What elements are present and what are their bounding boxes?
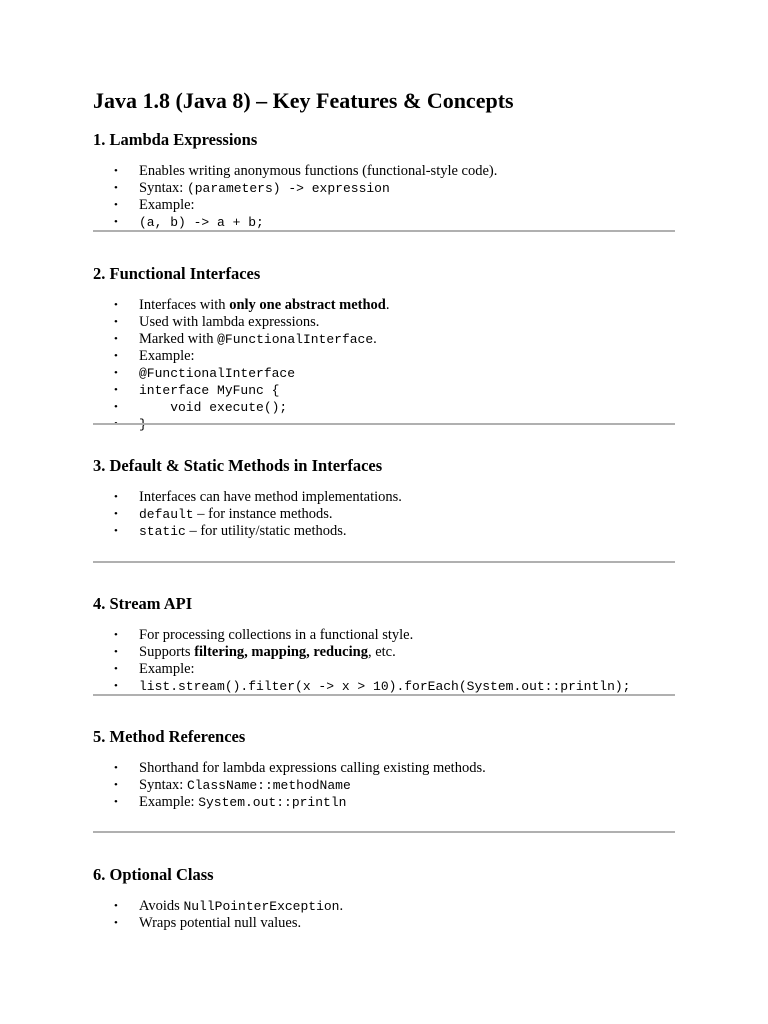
bullet-dot: •: [114, 299, 118, 311]
code-text: @FunctionalInterface: [139, 366, 296, 381]
bullet-list: [0, 898, 343, 932]
item-text: Syntax:: [139, 180, 187, 196]
item-text: – for instance methods.: [193, 506, 333, 522]
list-item: [0, 506, 402, 523]
item-text: Shorthand for lambda expressions calling existing methods.: [139, 760, 486, 776]
section-title: 4. Stream API: [93, 594, 193, 613]
bullet-dot: •: [114, 646, 118, 658]
bullet-dot: •: [114, 663, 118, 675]
list-item: [0, 794, 486, 811]
list-item: [0, 523, 402, 540]
code-text: void execute();: [139, 400, 288, 415]
section-divider: [93, 831, 675, 833]
bullet-dot: •: [114, 182, 118, 194]
item-text: Interfaces can have method implementations.: [139, 489, 402, 505]
bullet-list: [0, 297, 390, 433]
list-item: [0, 314, 390, 331]
item-text: Interfaces with: [139, 297, 230, 313]
bullet-list: [0, 627, 630, 695]
bullet-dot: •: [114, 401, 118, 413]
code-text: default: [139, 507, 194, 522]
item-text: .: [339, 898, 344, 914]
code-text: (a, b) -> a + b;: [139, 215, 264, 230]
item-text: .: [385, 297, 390, 313]
code-text: NullPointerException: [183, 899, 340, 914]
item-text: Supports: [139, 644, 195, 660]
section-title: 2. Functional Interfaces: [93, 264, 261, 283]
list-item: [0, 627, 630, 644]
list-item: [0, 644, 630, 661]
list-item: [0, 331, 390, 348]
list-item: [0, 915, 343, 932]
bullet-dot: •: [114, 384, 118, 396]
list-item: [0, 678, 630, 695]
section-title: 3. Default & Static Methods in Interfaces: [93, 456, 383, 475]
section-title: 6. Optional Class: [93, 865, 214, 884]
bullet-list: [0, 163, 497, 231]
section-divider: [93, 694, 675, 696]
bullet-dot: •: [114, 917, 118, 929]
bullet-dot: •: [114, 900, 118, 912]
bullet-list: [0, 489, 402, 540]
code-text: list.stream().filter(x -> x > 10).forEach(System.out::println);: [139, 679, 631, 694]
item-text: – for utility/static methods.: [185, 523, 347, 539]
bullet-dot: •: [114, 350, 118, 362]
item-text: , etc.: [367, 644, 396, 660]
list-item: [0, 365, 390, 382]
code-text: (parameters) -> expression: [186, 181, 390, 196]
list-item: [0, 382, 390, 399]
list-item: [0, 399, 390, 416]
list-item: [0, 180, 497, 197]
item-text: Example:: [139, 348, 195, 364]
list-item: [0, 489, 402, 506]
code-text: interface MyFunc {: [139, 383, 280, 398]
code-text: System.out::println: [198, 795, 347, 810]
list-item: [0, 297, 390, 314]
item-text: Wraps potential null values.: [139, 915, 302, 931]
bold-text: filtering, mapping, reducing: [194, 644, 368, 660]
item-text: .: [373, 331, 377, 347]
page-title: Java 1.8 (Java 8) – Key Features & Concepts: [93, 88, 514, 113]
list-item: [0, 760, 486, 777]
bullet-dot: •: [114, 525, 118, 537]
section-title: 5. Method References: [93, 727, 246, 746]
item-text: Enables writing anonymous functions (functional-style code).: [139, 163, 498, 179]
bullet-dot: •: [114, 508, 118, 520]
list-item: [0, 197, 497, 214]
item-text: Example:: [139, 661, 195, 677]
bullet-dot: •: [114, 418, 118, 430]
bullet-dot: •: [114, 367, 118, 379]
list-item: [0, 163, 497, 180]
item-text: Example:: [139, 197, 195, 213]
list-item: [0, 777, 486, 794]
list-item: [0, 348, 390, 365]
item-text: Example:: [139, 794, 199, 810]
list-item: [0, 898, 343, 915]
code-text: ClassName::methodName: [186, 778, 351, 793]
item-text: For processing collections in a functional style.: [139, 627, 414, 643]
list-item: [0, 661, 630, 678]
code-text: }: [139, 417, 147, 432]
item-text: Marked with: [139, 331, 218, 347]
bullet-dot: •: [114, 165, 118, 177]
bullet-dot: •: [114, 216, 118, 228]
bullet-dot: •: [114, 779, 118, 791]
section-divider: [93, 423, 675, 425]
item-text: Syntax:: [139, 777, 187, 793]
bold-text: only one abstract method: [229, 297, 386, 313]
bullet-dot: •: [114, 333, 118, 345]
section-divider: [93, 230, 675, 232]
bullet-dot: •: [114, 796, 118, 808]
code-text: @FunctionalInterface: [217, 332, 374, 347]
item-text: Used with lambda expressions.: [139, 314, 320, 330]
bullet-dot: •: [114, 316, 118, 328]
bullet-dot: •: [114, 680, 118, 692]
code-text: static: [139, 524, 186, 539]
section-title: 1. Lambda Expressions: [93, 130, 258, 149]
section-divider: [93, 561, 675, 563]
list-item: [0, 214, 497, 231]
bullet-dot: •: [114, 762, 118, 774]
bullet-dot: •: [114, 199, 118, 211]
item-text: Avoids: [139, 898, 184, 914]
bullet-list: [0, 760, 486, 811]
bullet-dot: •: [114, 491, 118, 503]
bullet-dot: •: [114, 629, 118, 641]
